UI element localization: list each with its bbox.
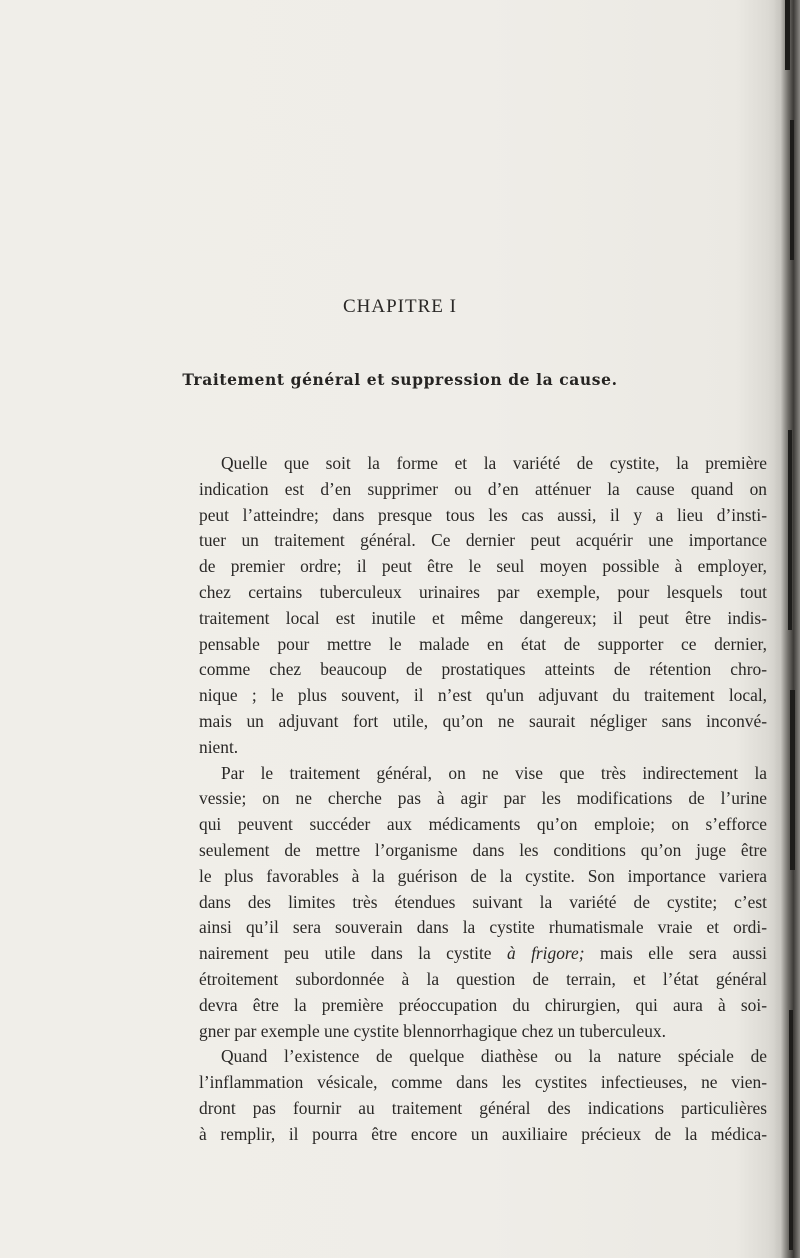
text-segment: comme chez beaucoup de prostatiques atteints de rétention chro-	[199, 659, 767, 680]
text-line	[199, 761, 767, 787]
text-segment: indication est d’en supprimer ou d’en atténuer la cause quand on	[199, 478, 767, 499]
text-segment: pensable pour mettre le malade en état de supporter ce dernier,	[199, 633, 767, 654]
text-line	[199, 1096, 767, 1122]
text-line	[199, 786, 767, 812]
text-line	[199, 1019, 767, 1045]
text-segment: peut l’atteindre; dans presque tous les cas aussi, il y a lieu d’insti-	[199, 504, 767, 525]
spine-mark	[785, 0, 790, 70]
italic-phrase: à frigore;	[506, 943, 585, 964]
text-segment: chez certains tuberculeux urinaires par exemple, pour lesquels tout	[199, 581, 767, 602]
text-line	[199, 528, 767, 554]
text-line	[199, 503, 767, 529]
text-segment: qui peuvent succéder aux médicaments qu’on emploie; on s’efforce	[199, 814, 767, 835]
text-line	[199, 554, 767, 580]
text-line	[199, 657, 767, 683]
text-line	[199, 580, 767, 606]
text-line	[199, 890, 767, 916]
spine-mark	[789, 1010, 793, 1250]
text-line	[199, 838, 767, 864]
chapter-heading: CHAPITRE I	[343, 296, 457, 317]
text-segment: Quand l’existence de quelque diathèse ou la nature spéciale de	[221, 1046, 767, 1067]
text-segment: le plus favorables à la guérison de la cystite. Son importance variera	[199, 865, 767, 886]
text-line	[199, 709, 767, 735]
text-segment: mais elle sera aussi	[584, 943, 767, 964]
text-segment: étroitement subordonnée à la question de terrain, et l’état général	[199, 968, 767, 989]
spine-mark	[788, 430, 792, 630]
text-line	[199, 1070, 767, 1096]
text-line	[199, 967, 767, 993]
text-segment: tuer un traitement général. Ce dernier peut acquérir une importance	[199, 530, 767, 551]
spine-mark	[790, 690, 795, 870]
text-segment: à remplir, il pourra être encore un auxiliaire précieux de la médica-	[199, 1123, 767, 1144]
text-line	[199, 477, 767, 503]
text-segment: ainsi qu’il sera souverain dans la cystite rhumatismale vraie et ordi-	[199, 917, 767, 938]
spine-mark	[790, 120, 794, 260]
text-line	[199, 632, 767, 658]
body-text	[199, 451, 767, 1148]
text-segment: vessie; on ne cherche pas à agir par les modifications de l’urine	[199, 788, 767, 809]
text-line	[199, 683, 767, 709]
text-line	[199, 993, 767, 1019]
text-line	[199, 735, 767, 761]
text-line	[199, 812, 767, 838]
text-line	[199, 1122, 767, 1148]
text-line	[199, 941, 767, 967]
text-segment: Par le traitement général, on ne vise que très indirectement la	[221, 762, 767, 783]
text-line	[199, 864, 767, 890]
text-segment: de premier ordre; il peut être le seul moyen possible à employer,	[199, 556, 767, 577]
text-segment: nairement peu utile dans la cystite	[199, 943, 507, 964]
text-segment: nique ; le plus souvent, il n’est qu'un adjuvant du traitement local,	[199, 685, 767, 706]
text-line	[199, 606, 767, 632]
section-title: Traitement général et suppression de la cause.	[182, 370, 618, 389]
text-segment: seulement de mettre l’organisme dans les conditions qu’on juge être	[199, 839, 767, 860]
text-line	[199, 915, 767, 941]
text-segment: nient.	[199, 736, 239, 757]
text-segment: dront pas fournir au traitement général des indications particulières	[199, 1097, 767, 1118]
text-segment: l’inflammation vésicale, comme dans les cystites infectieuses, ne vien-	[199, 1072, 767, 1093]
text-segment: gner par exemple une cystite blennorrhagique chez un tuberculeux.	[199, 1020, 666, 1041]
text-line	[199, 1044, 767, 1070]
text-segment: traitement local est inutile et même dangereux; il peut être indis-	[199, 607, 767, 628]
book-spine-edge	[774, 0, 800, 1258]
text-segment: mais un adjuvant fort utile, qu’on ne saurait négliger sans inconvé-	[199, 710, 767, 731]
text-segment: dans des limites très étendues suivant la variété de cystite; c’est	[199, 891, 767, 912]
text-line	[199, 451, 767, 477]
text-segment: Quelle que soit la forme et la variété de cystite, la première	[221, 453, 767, 473]
text-segment: devra être la première préoccupation du chirurgien, qui aura à soi-	[199, 994, 767, 1015]
